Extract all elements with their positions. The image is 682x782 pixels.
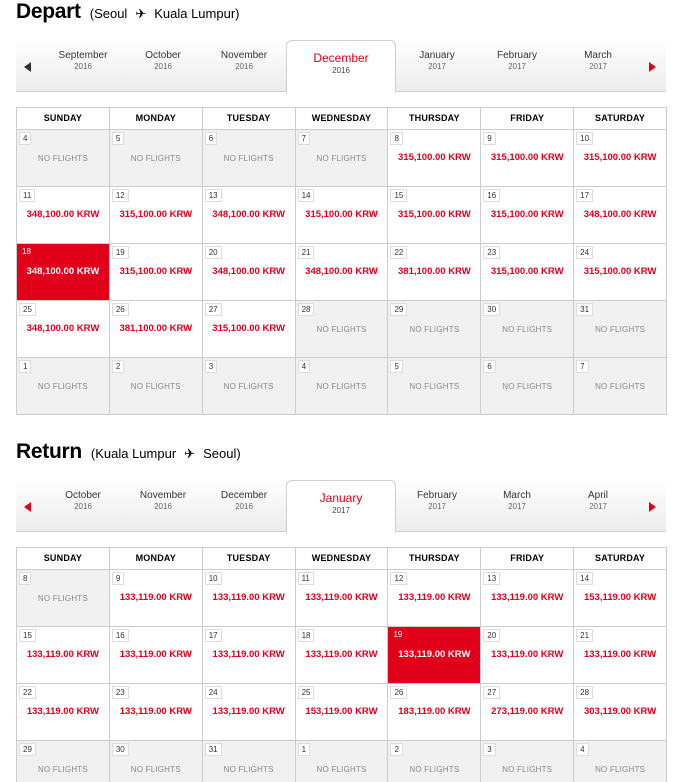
fare-price: 348,100.00 KRW	[26, 323, 100, 334]
day-number: 20	[483, 629, 500, 642]
fare-price: 315,100.00 KRW	[490, 209, 564, 220]
calendar-day[interactable]	[388, 244, 481, 301]
prev-month-arrow-icon[interactable]	[24, 62, 31, 72]
fare-price: 315,100.00 KRW	[490, 266, 564, 277]
weekday-header: SUNDAY	[17, 108, 110, 130]
day-number: 15	[19, 629, 36, 642]
calendar-day	[17, 130, 110, 187]
calendar-day	[203, 358, 296, 415]
no-flights-label: NO FLIGHTS	[37, 154, 88, 163]
fare-price: 303,119.00 KRW	[583, 706, 657, 717]
depart-calendar	[16, 107, 667, 415]
no-flights-label: NO FLIGHTS	[502, 382, 553, 391]
day-number: 4	[576, 743, 588, 756]
day-number: 30	[483, 303, 500, 316]
no-flights-label: NO FLIGHTS	[37, 382, 88, 391]
month-tab[interactable]	[43, 50, 123, 71]
month-tab[interactable]	[43, 490, 123, 511]
day-number: 25	[298, 686, 315, 699]
day-number: 9	[112, 572, 124, 585]
day-number: 29	[19, 743, 36, 756]
day-number: 20	[205, 246, 222, 259]
return-month-bar	[16, 480, 666, 532]
fare-price: 133,119.00 KRW	[119, 649, 192, 660]
calendar-day	[481, 301, 574, 358]
month-tab[interactable]	[204, 490, 284, 511]
calendar-day	[574, 301, 667, 358]
day-number: 14	[576, 572, 593, 585]
fare-price: 315,100.00 KRW	[490, 152, 564, 163]
calendar-day[interactable]	[388, 684, 481, 741]
month-year: 2017	[508, 62, 526, 71]
weekday-header-row	[17, 108, 667, 130]
day-number: 11	[298, 572, 314, 585]
month-name: February	[416, 490, 457, 501]
month-year: 2016	[332, 66, 350, 75]
month-year: 2017	[428, 502, 446, 511]
next-month-arrow-icon[interactable]	[649, 62, 656, 72]
month-year: 2017	[332, 506, 350, 515]
calendar-day	[296, 130, 389, 187]
calendar-day[interactable]	[110, 301, 203, 358]
fare-price: 133,119.00 KRW	[119, 592, 192, 603]
return-destination: Seoul	[203, 446, 237, 461]
month-tab[interactable]	[397, 50, 477, 71]
return-header	[16, 440, 241, 466]
day-number: 10	[205, 572, 222, 585]
depart-title: Depart	[16, 0, 81, 23]
month-name: April	[587, 490, 608, 501]
plane-icon: ✈	[184, 445, 196, 461]
day-number: 23	[483, 246, 500, 259]
fare-price: 348,100.00 KRW	[583, 209, 657, 220]
month-year: 2017	[508, 502, 526, 511]
month-name: October	[145, 50, 181, 61]
weekday-header: THURSDAY	[388, 548, 481, 570]
calendar-day-selected[interactable]	[388, 627, 481, 684]
month-tab[interactable]	[123, 490, 203, 511]
fare-price: 315,100.00 KRW	[119, 209, 193, 220]
day-number: 6	[205, 132, 217, 145]
calendar-day	[203, 130, 296, 187]
calendar-week-row	[17, 187, 667, 244]
calendar-day	[388, 358, 481, 415]
fare-price: 133,119.00 KRW	[305, 649, 378, 660]
calendar-day[interactable]	[388, 187, 481, 244]
day-number: 24	[576, 246, 593, 259]
calendar-day[interactable]	[17, 301, 110, 358]
month-tab[interactable]	[204, 50, 284, 71]
fare-price: 315,100.00 KRW	[398, 209, 471, 220]
day-number: 18	[298, 629, 315, 642]
day-number: 28	[576, 686, 593, 699]
calendar-day[interactable]	[481, 130, 574, 187]
month-tab[interactable]	[558, 50, 638, 71]
return-route: ( Kuala Lumpur ✈ Seoul )	[90, 445, 241, 461]
fare-price: 381,100.00 KRW	[119, 323, 193, 334]
day-number: 2	[390, 743, 402, 756]
day-number: 21	[298, 246, 315, 259]
return-origin: Kuala Lumpur	[95, 446, 177, 461]
calendar-day-selected[interactable]	[17, 244, 110, 301]
day-number: 31	[205, 743, 222, 756]
day-number: 31	[576, 303, 593, 316]
calendar-day	[574, 741, 667, 782]
calendar-day	[296, 301, 389, 358]
month-year: 2016	[235, 62, 253, 71]
fare-price: 183,119.00 KRW	[398, 706, 471, 717]
no-flights-label: NO FLIGHTS	[409, 382, 460, 391]
weekday-header: MONDAY	[110, 548, 203, 570]
depart-origin: Seoul	[94, 6, 128, 21]
calendar-day[interactable]	[574, 627, 667, 684]
calendar-day[interactable]	[574, 130, 667, 187]
calendar-day[interactable]	[296, 570, 389, 627]
calendar-day[interactable]	[296, 684, 389, 741]
fare-price: 133,119.00 KRW	[26, 706, 100, 717]
calendar-day	[388, 301, 481, 358]
calendar-day[interactable]	[203, 570, 296, 627]
fare-price: 153,119.00 KRW	[305, 706, 378, 717]
month-tab[interactable]	[477, 50, 557, 71]
day-number: 12	[112, 189, 129, 202]
fare-price: 348,100.00 KRW	[305, 266, 378, 277]
month-name: December	[313, 51, 369, 65]
calendar-day	[17, 741, 110, 782]
no-flights-label: NO FLIGHTS	[409, 765, 460, 774]
weekday-header: FRIDAY	[481, 548, 574, 570]
day-number: 5	[112, 132, 124, 145]
calendar-day[interactable]	[17, 684, 110, 741]
day-number: 1	[298, 743, 310, 756]
day-number: 25	[19, 303, 36, 316]
depart-destination: Kuala Lumpur	[154, 6, 236, 21]
calendar-day[interactable]	[17, 187, 110, 244]
fare-price: 348,100.00 KRW	[212, 209, 285, 220]
calendar-day[interactable]	[388, 130, 481, 187]
no-flights-label: NO FLIGHTS	[316, 765, 367, 774]
calendar-day[interactable]	[203, 301, 296, 358]
calendar-day	[110, 358, 203, 415]
no-flights-label: NO FLIGHTS	[37, 594, 88, 603]
no-flights-label: NO FLIGHTS	[130, 154, 181, 163]
fare-price: 153,119.00 KRW	[583, 592, 657, 603]
day-number: 4	[19, 132, 31, 145]
calendar-day[interactable]	[574, 570, 667, 627]
no-flights-label: NO FLIGHTS	[502, 765, 553, 774]
calendar-day[interactable]	[17, 627, 110, 684]
month-tab-active[interactable]	[286, 40, 396, 93]
calendar-day	[481, 741, 574, 782]
day-number: 10	[576, 132, 593, 145]
day-number: 26	[112, 303, 129, 316]
day-number: 7	[298, 132, 310, 145]
day-number: 16	[112, 629, 129, 642]
calendar-day	[17, 570, 110, 627]
day-number: 8	[390, 132, 402, 145]
calendar-day[interactable]	[388, 570, 481, 627]
month-name: November	[220, 50, 268, 61]
day-number: 22	[390, 246, 407, 259]
calendar-week-row	[17, 358, 667, 415]
fare-price: 133,119.00 KRW	[398, 649, 471, 660]
calendar-day[interactable]	[203, 627, 296, 684]
calendar-day[interactable]	[203, 244, 296, 301]
calendar-day	[296, 358, 389, 415]
no-flights-label: NO FLIGHTS	[37, 765, 88, 774]
calendar-day	[388, 741, 481, 782]
calendar-day[interactable]	[110, 570, 203, 627]
month-name: March	[503, 490, 531, 501]
calendar-day	[481, 358, 574, 415]
depart-month-bar	[16, 40, 666, 92]
calendar-day	[110, 741, 203, 782]
calendar-day[interactable]	[481, 684, 574, 741]
day-number: 1	[19, 360, 31, 373]
calendar-week-row	[17, 244, 667, 301]
month-tab[interactable]	[123, 50, 203, 71]
no-flights-label: NO FLIGHTS	[595, 765, 646, 774]
day-number: 23	[112, 686, 129, 699]
month-name: December	[220, 490, 268, 501]
day-number: 24	[205, 686, 222, 699]
fare-price: 348,100.00 KRW	[26, 209, 100, 220]
month-tab[interactable]	[477, 490, 557, 511]
no-flights-label: NO FLIGHTS	[130, 765, 181, 774]
day-number: 11	[19, 189, 35, 202]
month-year: 2016	[154, 502, 172, 511]
calendar-day[interactable]	[481, 627, 574, 684]
day-number: 13	[205, 189, 222, 202]
calendar-day	[203, 741, 296, 782]
day-number: 9	[483, 132, 495, 145]
calendar-week-row	[17, 627, 667, 684]
calendar-week-row	[17, 741, 667, 782]
calendar-day[interactable]	[296, 244, 389, 301]
day-number: 30	[112, 743, 129, 756]
weekday-header: SATURDAY	[574, 108, 667, 130]
no-flights-label: NO FLIGHTS	[409, 325, 460, 334]
month-name: January	[419, 50, 455, 61]
day-number: 27	[483, 686, 500, 699]
day-number: 19	[112, 246, 129, 259]
calendar-week-row	[17, 684, 667, 741]
month-tab[interactable]	[397, 490, 477, 511]
calendar-day[interactable]	[203, 684, 296, 741]
month-tab-active[interactable]	[286, 480, 396, 533]
month-year: 2016	[235, 502, 253, 511]
weekday-header: SUNDAY	[17, 548, 110, 570]
no-flights-label: NO FLIGHTS	[223, 765, 274, 774]
month-name: November	[139, 490, 187, 501]
day-number: 15	[390, 189, 407, 202]
calendar-day[interactable]	[110, 684, 203, 741]
calendar-day	[110, 130, 203, 187]
fare-price: 273,119.00 KRW	[491, 706, 564, 717]
fare-price: 348,100.00 KRW	[26, 266, 100, 277]
calendar-day[interactable]	[203, 187, 296, 244]
calendar-day[interactable]	[481, 570, 574, 627]
fare-price: 133,119.00 KRW	[491, 592, 564, 603]
weekday-header-row	[17, 548, 667, 570]
fare-price: 133,119.00 KRW	[583, 649, 657, 660]
calendar-day[interactable]	[481, 187, 574, 244]
calendar-day[interactable]	[110, 187, 203, 244]
day-number: 14	[298, 189, 315, 202]
weekday-header: TUESDAY	[203, 548, 296, 570]
return-calendar	[16, 547, 667, 782]
calendar-day[interactable]	[574, 684, 667, 741]
day-number: 8	[19, 572, 31, 585]
fare-price: 133,119.00 KRW	[491, 649, 564, 660]
day-number: 27	[205, 303, 222, 316]
weekday-header: MONDAY	[110, 108, 203, 130]
day-number: 12	[390, 572, 407, 585]
fare-price: 315,100.00 KRW	[212, 323, 285, 334]
day-number: 22	[19, 686, 36, 699]
weekday-header: SATURDAY	[574, 548, 667, 570]
month-year: 2017	[589, 62, 607, 71]
day-number: 7	[576, 360, 588, 373]
fare-price: 315,100.00 KRW	[583, 152, 657, 163]
month-year: 2016	[74, 502, 92, 511]
depart-header	[16, 0, 240, 26]
fare-price: 133,119.00 KRW	[305, 592, 378, 603]
next-month-arrow-icon[interactable]	[649, 502, 656, 512]
month-tab[interactable]	[558, 490, 638, 511]
day-number: 16	[483, 189, 500, 202]
calendar-day	[574, 358, 667, 415]
fare-price: 381,100.00 KRW	[398, 266, 471, 277]
day-number: 6	[483, 360, 495, 373]
day-number: 19	[393, 630, 403, 639]
day-number: 28	[298, 303, 315, 316]
month-name: February	[496, 50, 537, 61]
no-flights-label: NO FLIGHTS	[223, 382, 274, 391]
fare-price: 133,119.00 KRW	[212, 592, 285, 603]
no-flights-label: NO FLIGHTS	[502, 325, 553, 334]
calendar-day[interactable]	[574, 244, 667, 301]
no-flights-label: NO FLIGHTS	[595, 325, 646, 334]
month-name: September	[58, 50, 108, 61]
weekday-header: FRIDAY	[481, 108, 574, 130]
calendar-week-row	[17, 301, 667, 358]
no-flights-label: NO FLIGHTS	[223, 154, 274, 163]
fare-price: 133,119.00 KRW	[212, 706, 285, 717]
fare-price: 315,100.00 KRW	[398, 152, 471, 163]
calendar-day	[17, 358, 110, 415]
month-year: 2016	[74, 62, 92, 71]
day-number: 29	[390, 303, 407, 316]
fare-price: 133,119.00 KRW	[26, 649, 100, 660]
day-number: 13	[483, 572, 500, 585]
weekday-header: TUESDAY	[203, 108, 296, 130]
day-number: 3	[483, 743, 495, 756]
fare-price: 315,100.00 KRW	[583, 266, 657, 277]
day-number: 26	[390, 686, 407, 699]
day-number: 2	[112, 360, 124, 373]
month-name: March	[584, 50, 612, 61]
fare-price: 348,100.00 KRW	[212, 266, 285, 277]
month-year: 2017	[589, 502, 607, 511]
plane-icon: ✈	[135, 5, 147, 21]
no-flights-label: NO FLIGHTS	[130, 382, 181, 391]
prev-month-arrow-icon[interactable]	[24, 502, 31, 512]
month-name: October	[65, 490, 101, 501]
no-flights-label: NO FLIGHTS	[316, 382, 367, 391]
day-number: 17	[205, 629, 222, 642]
month-name: January	[319, 491, 363, 505]
fare-price: 133,119.00 KRW	[398, 592, 471, 603]
weekday-header: WEDNESDAY	[296, 108, 389, 130]
calendar-day[interactable]	[481, 244, 574, 301]
calendar-day[interactable]	[296, 187, 389, 244]
no-flights-label: NO FLIGHTS	[316, 154, 367, 163]
month-year: 2016	[154, 62, 172, 71]
no-flights-label: NO FLIGHTS	[316, 325, 367, 334]
return-title: Return	[16, 440, 82, 463]
calendar-day	[296, 741, 389, 782]
calendar-day[interactable]	[110, 627, 203, 684]
no-flights-label: NO FLIGHTS	[595, 382, 646, 391]
fare-price: 315,100.00 KRW	[119, 266, 193, 277]
day-number: 17	[576, 189, 593, 202]
day-number: 3	[205, 360, 217, 373]
weekday-header: WEDNESDAY	[296, 548, 389, 570]
calendar-day[interactable]	[574, 187, 667, 244]
weekday-header: THURSDAY	[388, 108, 481, 130]
calendar-day[interactable]	[110, 244, 203, 301]
fare-price: 133,119.00 KRW	[212, 649, 285, 660]
fare-price: 133,119.00 KRW	[119, 706, 192, 717]
day-number: 4	[298, 360, 310, 373]
calendar-week-row	[17, 130, 667, 187]
depart-route: ( Seoul ✈ Kuala Lumpur )	[89, 5, 240, 21]
fare-price: 315,100.00 KRW	[305, 209, 378, 220]
day-number: 5	[390, 360, 402, 373]
calendar-week-row	[17, 570, 667, 627]
day-number: 21	[576, 629, 593, 642]
month-year: 2017	[428, 62, 446, 71]
day-number: 18	[22, 247, 31, 256]
calendar-day[interactable]	[296, 627, 389, 684]
